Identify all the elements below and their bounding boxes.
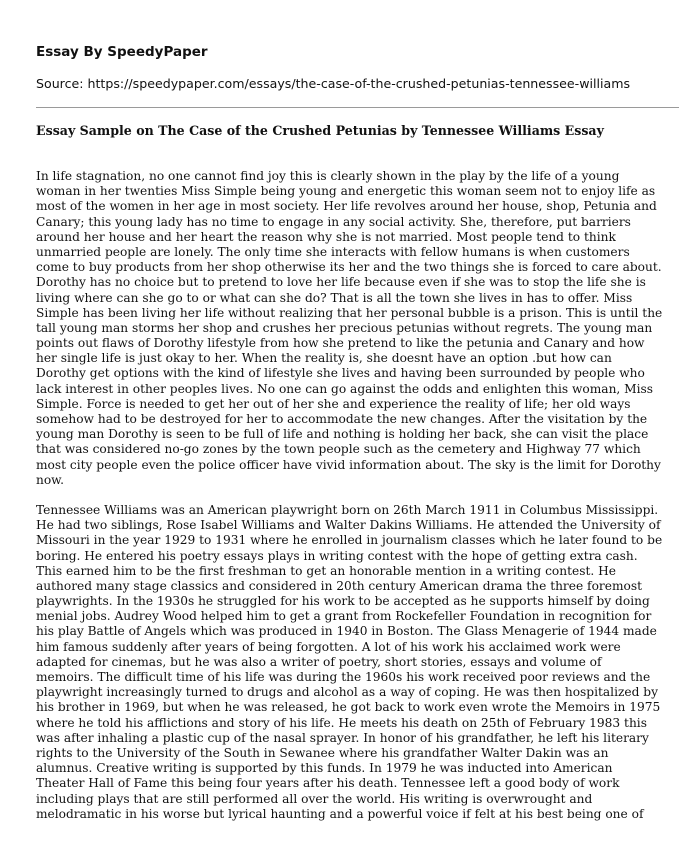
- paragraph-line: Missouri in the year 1929 to 1931 where he enrolled in journalism classes which he later found to be: [36, 533, 663, 548]
- header-divider: [36, 107, 679, 108]
- paragraph-line: In life stagnation, no one cannot find joy this is clearly shown in the play by the life of a young: [36, 169, 620, 183]
- essay-paragraph: [36, 169, 676, 488]
- paragraph-line: boring. He entered his poetry essays plays in writing contest with the hope of getting extra cash.: [36, 548, 638, 563]
- paragraph-line: Simple. Force is needed to get her out of her she and experience the reality of life; her old ways: [36, 396, 631, 411]
- paragraph-line: memoirs. The difficult time of his life was during the 1960s his work received poor reviews and the: [36, 670, 651, 684]
- paragraph-line: lack interest in other peoples lives. No one can go against the odds and enlighten this woman, Miss: [36, 381, 654, 396]
- paragraph-line: This earned him to be the first freshman to get an honorable mention in a writing contest. He: [36, 563, 616, 578]
- essay-paragraph: [36, 503, 676, 822]
- paragraph-line: alumnus. Creative writing is supported by this funds. In 1979 he was inducted into American: [36, 761, 613, 776]
- paragraph-line: menial jobs. Audrey Wood helped him to get a grant from Rockefeller Foundation in recognition for: [36, 609, 652, 624]
- paragraph-line: Tennessee Williams was an American playwright born on 26th March 1911 in Columbus Mississippi.: [36, 502, 659, 517]
- essay-body: [36, 169, 676, 822]
- paragraph-line: young man Dorothy is seen to be full of life and nothing is holding her back, she can visit the place: [36, 427, 649, 442]
- paragraph-line: points out flaws of Dorothy lifestyle from how she pretend to like the petunia and Canary and how: [36, 336, 645, 351]
- paragraph-line: authored many stage classics and considered in 20th century American drama the three foremost: [36, 578, 642, 593]
- paragraph-line: rights to the University of the South in Sewanee where his grandfather Walter Dakin was an: [36, 745, 609, 760]
- paragraph-line: now.: [36, 472, 65, 487]
- paragraph-line: around her house and her heart the reason why she is not married. Most people tend to think: [36, 229, 616, 244]
- paragraph-line: playwright increasingly turned to drugs and alcohol as a way of coping. He was then hospitalized by: [36, 685, 658, 700]
- paragraph-line: Canary; this young lady has no time to engage in any social activity. She, therefore, put barriers: [36, 214, 631, 229]
- paragraph-line: his play Battle of Angels which was produced in 1940 in Boston. The Glass Menagerie of 1944 made: [36, 624, 657, 639]
- paragraph-line: adapted for cinemas, but he was also a writer of poetry, short stories, essays and volume of: [36, 654, 602, 669]
- paragraph-line: him famous suddenly after years of being forgotten. A lot of his work his acclaimed work were: [36, 639, 621, 654]
- paragraph-line: living where can she go to or what can she do? That is all the town she lives in has to offer. Miss: [36, 290, 633, 305]
- paragraph-line: Dorothy get options with the kind of lifestyle she lives and having been surrounded by people who: [36, 366, 645, 381]
- paragraph-line: Theater Hall of Fame this being four years after his death. Tennessee left a good body of work: [36, 776, 620, 791]
- paragraph-line: Dorothy has no choice but to pretend to love her life because even if she was to stop the life she is: [36, 275, 646, 290]
- paragraph-line: unmarried people are lonely. The only time she interacts with fellow humans is when customers: [36, 244, 630, 259]
- paragraph-line: playwrights. In the 1930s he struggled for his work to be accepted as he supports himself by doing: [36, 594, 650, 609]
- paragraph-line: his brother in 1969, but when he was released, he got back to work even wrote the Memoirs in 1975: [36, 700, 661, 715]
- essay-title: Essay Sample on The Case of the Crushed Petunias by Tennessee Williams Essay: [36, 123, 604, 138]
- paragraph-line: most of the women in her age in most society. Her life revolves around her house, shop, Petunia and: [36, 199, 657, 214]
- paragraph-line: melodramatic in his worse but lyrical haunting and a powerful voice if felt at his best being one of: [36, 806, 644, 821]
- paragraph-line: woman in her twenties Miss Simple being young and energetic this woman seem not to enjoy life as: [36, 184, 656, 199]
- paragraph-line: where he told his afflictions and story of his life. He meets his death on 25th of February 1983 this: [36, 715, 647, 730]
- source-url: Source: https://speedypaper.com/essays/the-case-of-the-crushed-petunias-tennessee-williams: [36, 76, 631, 91]
- paragraph-line: most city people even the police officer have vivid information about. The sky is the limit for Dorothy: [36, 457, 661, 472]
- paragraph-line: was after inhaling a plastic cup of the nasal sprayer. In honor of his grandfather, he left his literary: [36, 730, 649, 745]
- source-site-title: Essay By SpeedyPaper: [36, 44, 208, 60]
- paragraph-line: that was considered no-go zones by the town people such as the cemetery and Highway 77 which: [36, 442, 641, 457]
- paragraph-line: her single life is just okay to her. When the reality is, she doesnt have an option .but how can: [36, 351, 612, 366]
- paragraph-line: including plays that are still performed all over the world. His writing is overwrought and: [36, 791, 593, 806]
- paragraph-line: Simple has been living her life without realizing that her personal bubble is a prison. This is until the: [36, 305, 663, 320]
- paragraph-line: He had two siblings, Rose Isabel Williams and Walter Dakins Williams. He attended the University of: [36, 518, 661, 533]
- paragraph-line: somehow had to be destroyed for her to accommodate the new changes. After the visitation by the: [36, 412, 648, 426]
- paragraph-line: tall young man storms her shop and crushes her precious petunias without regrets. The young man: [36, 320, 653, 335]
- paragraph-line: come to buy products from her shop otherwise its her and the two things she is forced to care about.: [36, 260, 662, 275]
